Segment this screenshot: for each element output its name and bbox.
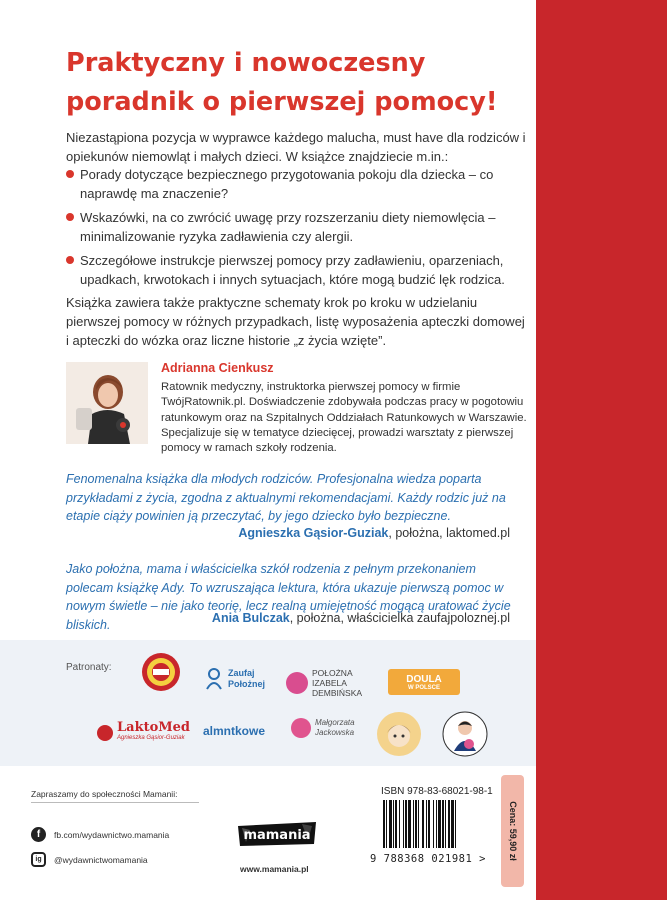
facebook-icon: f [31, 827, 46, 842]
patron-logo-polozna-dembinska [286, 668, 362, 698]
cover-headline [66, 44, 526, 122]
logo-text: POŁOŻNA [312, 668, 353, 678]
girl-face-icon [376, 711, 422, 757]
author-photo [66, 362, 148, 444]
list-item-text: Szczegółowe instrukcje pierwszej pomocy przy zadławieniu, oparzeniach, upadkach, krwotokach i innych sytuacjach, które mogą budzić lęk rodzica. [80, 253, 505, 287]
logo-text: almntkowe [203, 724, 266, 738]
mother-baby-icon [442, 711, 488, 757]
patron-logo-doula [388, 669, 460, 695]
community-label: Zapraszamy do społeczności Mamanii: [31, 789, 199, 803]
list-item-text: Porady dotyczące bezpiecznego przygotowania pokoju dla dziecka – co naprawdę ma znaczenie? [80, 167, 494, 201]
headline-line-2: poradnik o pierwszej pomocy! [66, 87, 498, 117]
logo-text: Zaufaj [228, 668, 255, 678]
barcode-icon [381, 800, 489, 848]
mamania-brush-logo-icon [236, 818, 318, 848]
logo-text: Małgorzata [315, 718, 355, 727]
facebook-link[interactable] [31, 827, 169, 842]
zaufaj-poloznej-icon [204, 668, 224, 690]
publisher-logo-text: mamania [243, 828, 311, 843]
logo-text: Położnej [228, 679, 266, 689]
patron-logo-fundacja [141, 652, 181, 692]
patron-logo-malgorzata-jackowska [291, 718, 355, 738]
fundacja-badge-icon [141, 652, 181, 692]
logo-text: Jackowska [315, 728, 355, 737]
testimonial-role: , położna, właścicielka zaufajpoloznej.pl [289, 611, 510, 625]
testimonial-signature [66, 526, 510, 540]
bullet-dot-icon [66, 213, 74, 221]
malgorzata-face-icon [291, 718, 311, 738]
logo-text: Agnieszka Gąsior-Guziak [117, 735, 185, 741]
patrons-label: Patronaty: [66, 662, 112, 673]
author-portrait-icon [66, 362, 148, 444]
instagram-icon: ig [31, 852, 46, 867]
testimonial-signature [66, 611, 510, 625]
testimonial-author: Ania Bulczak [211, 611, 290, 625]
testimonial-role: , położna, laktomed.pl [388, 526, 510, 540]
logo-text: W POLSCE [407, 684, 440, 691]
publisher-logo [236, 818, 318, 848]
feature-list [66, 165, 526, 294]
logo-text: LaktoMed [117, 720, 190, 735]
patron-logo-girl-badge [376, 711, 422, 757]
facebook-url: fb.com/wydawnictwo.mamania [54, 829, 170, 840]
author-bio: Ratownik medyczny, instruktorka pierwszej pomocy w firmie TwójRatownik.pl. Doświadczenie zdobywała podczas pracy w pogotowiu ratunkowym oraz na Szpitalnych Oddziałach Ratunkowych w Warszawie. Specjalizuje się w tematyce dziecięcej, prowadzi warsztaty z pierwszej pomocy w ramach szkoły rodzenia. [161, 381, 527, 455]
testimonial-author: Agnieszka Gąsior-Guziak [238, 526, 389, 540]
testimonial-quote: Fenomenalna książka dla młodych rodziców. Profesjonalna wiedza poparta przykładami z życia, zgodna z aktualnymi rekomendacjami. Każdy rodzic już na etapie ciąży powinien ją przeczytać, by jego dziecko było bezpieczne. [66, 472, 506, 523]
list-item [66, 251, 526, 289]
isbn-number: ISBN 978-83-68021-98-1 [381, 786, 493, 797]
instagram-handle: @wydawnictwomamania [54, 854, 148, 865]
polozna-logo-icon [286, 672, 308, 694]
author-name: Adrianna Cienkusz [161, 361, 274, 375]
price-tag [501, 775, 524, 887]
red-side-strip [536, 0, 667, 900]
bullet-dot-icon [66, 256, 74, 264]
headline-line-1: Praktyczny i nowoczesny [66, 48, 426, 78]
barcode-digits: 9 788368 021981 > [370, 853, 486, 865]
logo-text: DOULA [406, 673, 442, 685]
laktomed-icon [97, 725, 113, 741]
price-text: Cena: 59,90 zł [507, 801, 518, 861]
instagram-link[interactable] [31, 852, 148, 867]
logo-text: DEMBIŃSKA [312, 688, 363, 698]
patron-logo-laktomed [97, 722, 190, 744]
list-item [66, 165, 526, 203]
testimonial-quote: Jako położna, mama i właścicielka szkół rodzenia z pełnym przekonaniem polecam książkę Ady. To wzruszająca lektura, która ukazuje pierwszą pomoc w nowym świetle – nie jako teorię, lecz realną umiejętność mogącą uratować życie bliskich. [66, 562, 511, 632]
patron-logo-zaufaj-poloznej [204, 668, 265, 690]
patron-logo-almntkowe [203, 724, 265, 738]
patron-logo-mother-badge [442, 711, 488, 757]
bullet-dot-icon [66, 170, 74, 178]
list-item-text: Wskazówki, na co zwrócić uwagę przy rozszerzaniu diety niemowlęcia – minimalizowanie ryzyka zadławienia czy alergii. [80, 210, 496, 244]
contents-paragraph: Książka zawiera także praktyczne schematy krok po kroku w udzielaniu pierwszej pomocy w różnych przypadkach, listę wyposażenia apteczki domowej i apteczki do wózka oraz liczne historie „z życia wzięte”. [66, 295, 525, 348]
logo-text: IZABELA [312, 678, 347, 688]
list-item [66, 208, 526, 246]
publisher-url[interactable]: www.mamania.pl [240, 864, 309, 874]
intro-paragraph: Niezastąpiona pozycja w wyprawce każdego malucha, must have dla rodziców i opiekunów niemowląt i małych dzieci. W książce znajdziecie m.in.: [66, 130, 526, 164]
